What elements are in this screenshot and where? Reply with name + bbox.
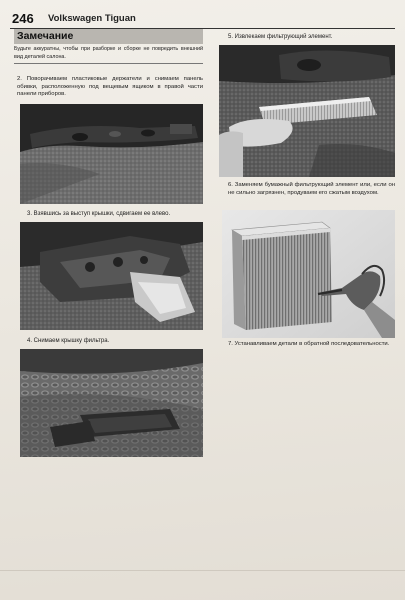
page-header bbox=[10, 8, 395, 29]
step-4-text: 4. Снимаем крышку фильтра. bbox=[27, 338, 110, 344]
note-text: Будьте аккуратны, чтобы при разборке и сборке не повредить внешний вид деталей салона. bbox=[14, 46, 203, 64]
book-title: Volkswagen Tiguan bbox=[48, 13, 136, 24]
step-3-text: 3. Взявшись за выступ крышки, сдвигаем ее влево. bbox=[27, 211, 171, 217]
photo-panel-removed bbox=[20, 104, 203, 204]
photo-cover-slide bbox=[20, 222, 203, 330]
photo-filter-extracted bbox=[219, 45, 395, 177]
photo-filter-cover-removed bbox=[20, 349, 203, 457]
page-number: 246 bbox=[12, 11, 34, 26]
step-7-text: 7. Устанавливаем детали в обратной последовательности. bbox=[228, 341, 390, 347]
footer-rule bbox=[0, 570, 405, 571]
step-5-text: 5. Извлекаем фильтрующий элемент. bbox=[228, 34, 333, 40]
note-title: Замечание bbox=[14, 29, 203, 44]
note-box bbox=[14, 29, 203, 70]
photo-filter-blowing bbox=[222, 210, 395, 338]
step-6-text: 6. Заменяем бумажный фильтрующий элемент или, если он не сильно загрязнен, продуваем его сжатым воздухом. bbox=[228, 182, 395, 196]
step-2-text: 2. Поворачиваем пластиковые держатели и снимаем панель обивки, расположенную под вещевым ящиком в правой части панели приборов. bbox=[17, 76, 203, 98]
